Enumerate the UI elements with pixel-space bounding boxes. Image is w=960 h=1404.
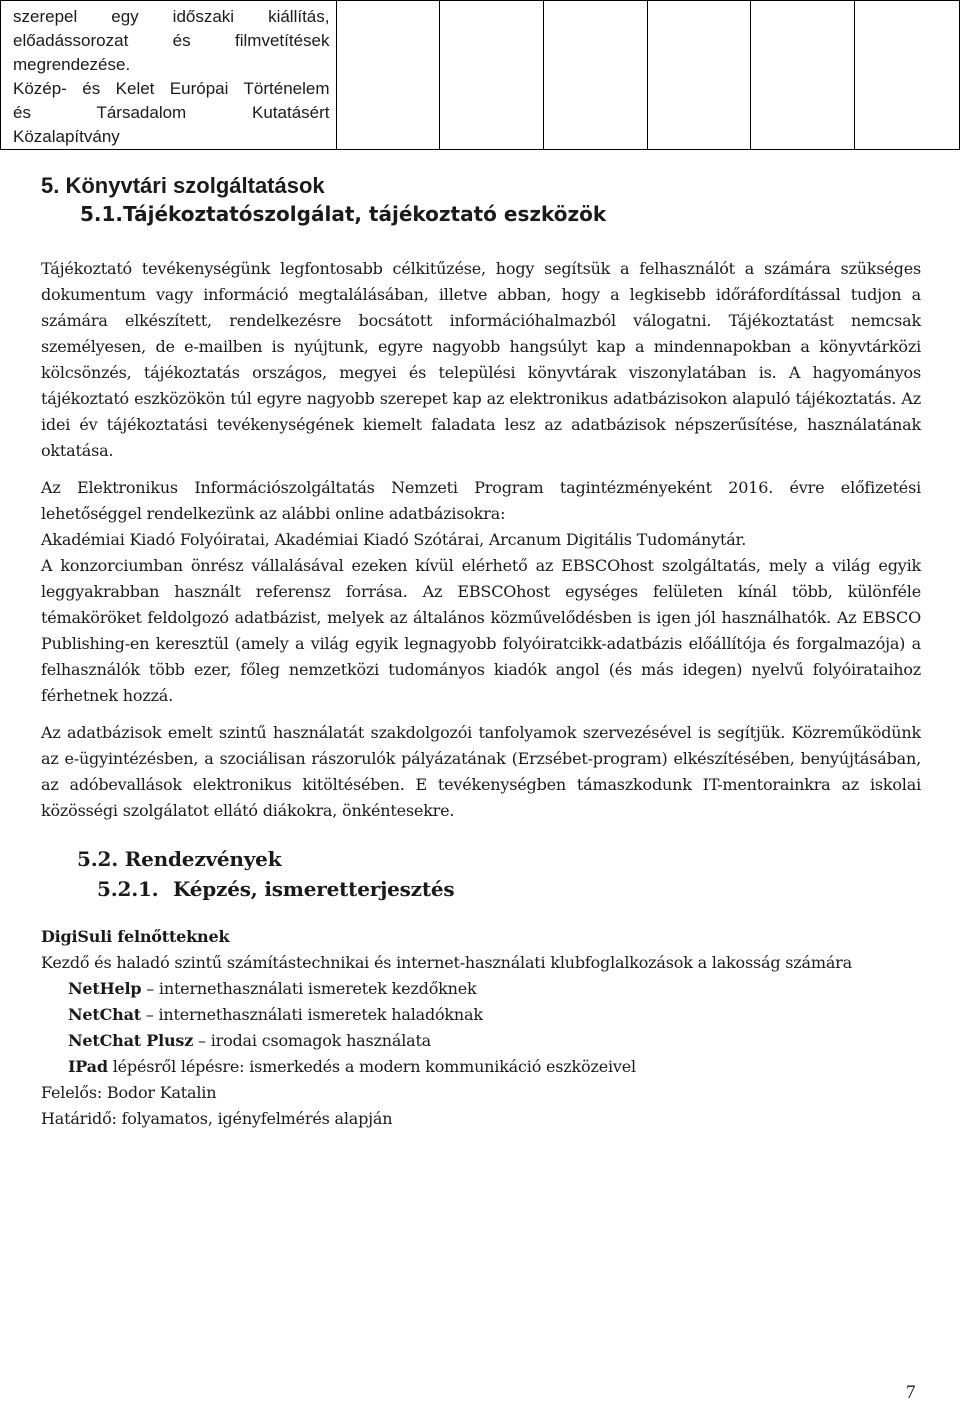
program-name: NetChat Plusz (68, 1031, 194, 1050)
section-title: Képzés, ismeretterjesztés (173, 877, 455, 901)
program-desc: – internethasználati ismeretek kezdőknek (141, 979, 477, 998)
cell-line: Közép- és Kelet Európai Történelem (13, 79, 330, 98)
program-desc: – internethasználati ismeretek haladóknak (140, 1005, 483, 1024)
program-desc: – irodai csomagok használata (193, 1031, 432, 1050)
paragraph-training: Az adatbázisok emelt szintű használatát szakdolgozói tanfolyamok szervezésével is segítjük. Közreműködünk az e-ügyintézésben, a szociálisan rászorulók pályázatának (Erzsébet-program) elkészítésében, benyújtásában, az adóbevallások elektronikus kitöltésében. E tevékenységben támaszkodunk IT-mentorainkra az iskolai közösségi szolgálatot ellátó diákokra, önkéntesekre. (41, 723, 921, 820)
header-table (0, 0, 960, 150)
cell-line: és Társadalom Kutatásért (13, 103, 330, 122)
section-5-2-1-heading (97, 874, 921, 904)
table-cell-empty (336, 1, 440, 150)
cell-line: megrendezése. (13, 55, 131, 74)
document-body (41, 256, 921, 1132)
section-5-1-heading: 5.1.Tájékoztatószolgálat, tájékoztató eszközök (80, 202, 607, 226)
section-number: 5.2.1. (97, 877, 159, 901)
paragraph-ebscohost: A konzorciumban önrész vállalásával ezeken kívül elérhető az EBSCOhost szolgáltatás, mely a világ egyik leggyakrabban használt referensz forrása. Az EBSCOhost egységes felületen kínál több, különféle témaköröket feldolgozó adatbázist, melyek az általános közművelődésben is igen jól használhatók. Az EBSCO Publishing-en keresztül (amely a világ egyik legnagyobb folyóiratcikk-adatbázis előállítója és forgalmazója) a felhasználók több ezer, főleg nemzetközi tudományos kiadók angol (és más idegen) nyelvű folyóirataihoz férhetnek hozzá. (41, 556, 921, 705)
program-name: NetChat (68, 1005, 141, 1024)
list-item (68, 1028, 921, 1054)
table-cell-empty (751, 1, 855, 150)
cell-line: előadássorozat és filmvetítések (13, 31, 330, 50)
cell-line: Közalapítvány (13, 127, 120, 146)
responsible-person: Felelős: Bodor Katalin (41, 1083, 217, 1102)
digisuli-title: DigiSuli felnőtteknek (41, 927, 230, 946)
paragraph-database-list: Akadémiai Kiadó Folyóiratai, Akadémiai Kiadó Szótárai, Arcanum Digitális Tudománytár. (41, 530, 747, 549)
list-item (68, 1054, 921, 1080)
section-5-heading: 5. Könyvtári szolgáltatások (41, 173, 325, 198)
list-item (68, 976, 921, 1002)
paragraph-info-service: Tájékoztató tevékenységünk legfontosabb célkitűzése, hogy segítsük a felhasználót a számára szükséges dokumentum vagy információ megtalálásában, illetve abban, hogy a legkisebb időráfordítással tudjon a számára elkészített, rendelkezésre bocsátott információhalmazból válogatni. Tájékoztatást nemcsak személyesen, de e-mailben is nyújtunk, egyre nagyobb hangsúlyt kap a mindennapokban a könyvtárközi kölcsönzés, tájékoztatás országos, megyei és települési könyvtárak viszonylatában is. A hagyományos tájékoztató eszközökön túl egyre nagyobb szerepet kap az elektronikus adatbázisokon alapuló tájékoztatás. Az idei év tájékoztatási tevékenységének kiemelt faladata lesz az adatbázisok népszerűsítése, használatának oktatása. (41, 259, 921, 460)
page-number: 7 (906, 1382, 916, 1403)
program-name: NetHelp (68, 979, 142, 998)
cell-line: szerepel egy időszaki kiállítás, (13, 7, 330, 26)
program-name: IPad (68, 1057, 108, 1076)
table-cell-empty (543, 1, 647, 150)
section-5-2-heading: 5.2. Rendezvények (77, 847, 282, 871)
deadline: Határidő: folyamatos, igényfelmérés alapján (41, 1109, 393, 1128)
table-cell-empty (855, 1, 960, 150)
digisuli-intro: Kezdő és haladó szintű számítástechnikai és internet-használati klubfoglalkozások a lakosság számára (41, 953, 852, 972)
program-desc: lépésről lépésre: ismerkedés a modern kommunikáció eszközeivel (107, 1057, 636, 1076)
table-cell-empty (440, 1, 544, 150)
list-item (68, 1002, 921, 1028)
table-cell-description (1, 1, 337, 150)
program-list (41, 976, 921, 1080)
table-cell-empty (647, 1, 751, 150)
paragraph-eisz-program: Az Elektronikus Információszolgáltatás Nemzeti Program tagintézményeként 2016. évre előfizetési lehetőséggel rendelkezünk az alábbi online adatbázisokra: (41, 478, 921, 523)
